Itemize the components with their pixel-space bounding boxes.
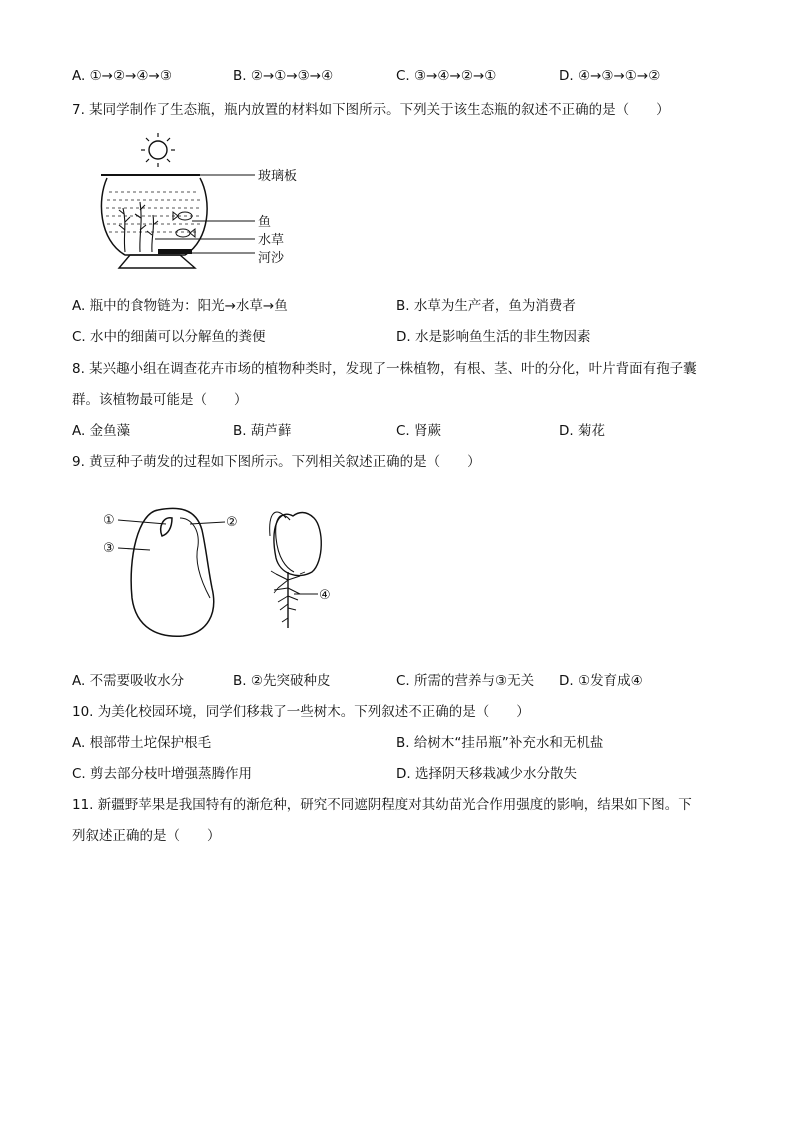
q6-option-b: B. ②→①→③→④ (233, 68, 334, 84)
q7-option-c: C. 水中的细菌可以分解鱼的粪便 (72, 329, 266, 345)
label-2: ② (226, 515, 238, 530)
q7-stem: 7. 某同学制作了生态瓶，瓶内放置的材料如下图所示。下列关于该生态瓶的叙述不正确的是（ ） (72, 102, 670, 118)
q10-option-b: B. 给树木“挂吊瓶”补充水和无机盐 (396, 735, 604, 751)
soybean-germination-diagram (98, 488, 358, 648)
q7-option-d: D. 水是影响鱼生活的非生物因素 (396, 329, 591, 345)
q8-option-c: C. 肾蕨 (396, 423, 442, 439)
bottle-base (119, 255, 195, 268)
soybean-seed (131, 508, 214, 636)
q9-option-b: B. ②先突破种皮 (233, 673, 331, 689)
q9-option-a: A. 不需要吸收水分 (72, 673, 185, 689)
water-weed (119, 202, 158, 252)
ecosystem-bottle-diagram (95, 130, 315, 280)
label-river-sand: 河沙 (258, 251, 285, 266)
label-4: ④ (319, 588, 331, 603)
q8-option-a: A. 金鱼藻 (72, 423, 131, 439)
sun-icon (141, 133, 175, 167)
q7-option-b: B. 水草为生产者，鱼为消费者 (396, 298, 576, 314)
q6-option-a: A. ①→②→④→③ (72, 68, 172, 84)
label-3: ③ (103, 541, 115, 556)
label-water-weed: 水草 (258, 233, 285, 248)
label-fish: 鱼 (258, 215, 272, 230)
q9-option-d: D. ①发育成④ (559, 673, 643, 689)
q8-stem-line1: 8. 某兴趣小组在调查花卉市场的植物种类时，发现了一株植物，有根、茎、叶的分化，叶片背面有孢子囊 (72, 361, 697, 377)
q10-option-c: C. 剪去部分枝叶增强蒸腾作用 (72, 766, 253, 782)
q11-stem-line1: 11. 新疆野苹果是我国特有的渐危种，研究不同遮阴程度对其幼苗光合作用强度的影响，结果如下图。下 (72, 797, 692, 813)
q7-option-a: A. 瓶中的食物链为：阳光→水草→鱼 (72, 298, 288, 314)
river-sand (158, 249, 192, 254)
q6-option-d: D. ④→③→①→② (559, 68, 661, 84)
label-1: ① (103, 513, 115, 528)
q9-option-c: C. 所需的营养与③无关 (396, 673, 535, 689)
seedling (270, 512, 322, 628)
label-glass-plate: 玻璃板 (258, 169, 298, 184)
q10-stem: 10. 为美化校园环境，同学们移栽了一些树木。下列叙述不正确的是（ ） (72, 704, 530, 720)
q9-stem: 9. 黄豆种子萌发的过程如下图所示。下列相关叙述正确的是（ ） (72, 454, 481, 470)
q8-option-d: D. 菊花 (559, 423, 605, 439)
q10-option-d: D. 选择阴天移栽减少水分散失 (396, 766, 577, 782)
q8-stem-line2: 群。该植物最可能是（ ） (72, 392, 248, 408)
q6-option-c: C. ③→④→②→① (396, 68, 497, 84)
q8-option-b: B. 葫芦藓 (233, 423, 292, 439)
q10-option-a: A. 根部带土坨保护根毛 (72, 735, 212, 751)
q11-stem-line2: 列叙述正确的是（ ） (72, 828, 221, 844)
